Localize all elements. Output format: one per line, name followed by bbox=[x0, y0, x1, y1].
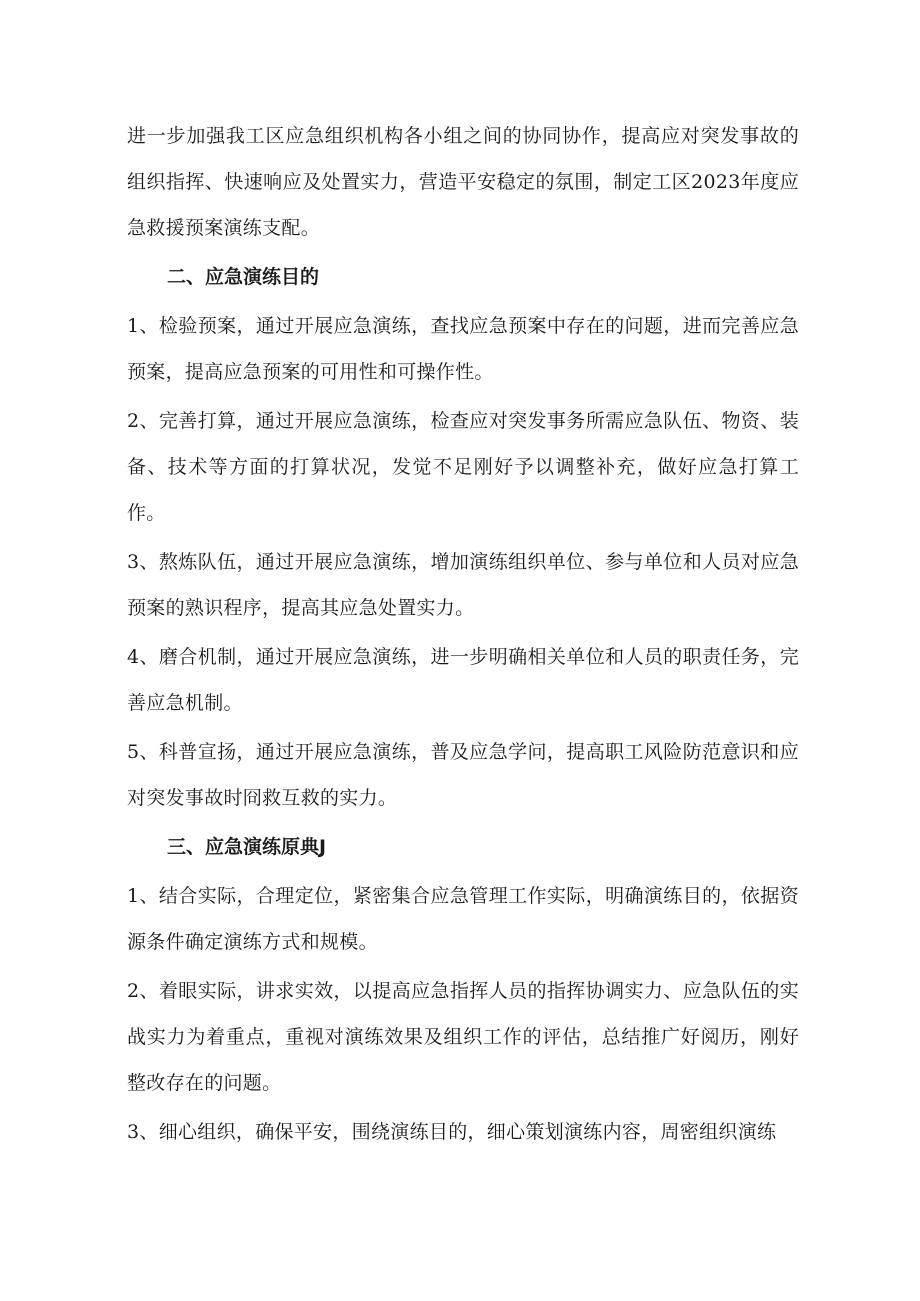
intro-paragraph: 进一步加强我工区应急组织机构各小组之间的协同协作，提高应对突发事故的组织指挥、快速响应及处置实力，营造平安稳定的氛围，制定工区2023年度应急救援预案演练支配。 bbox=[127, 125, 799, 239]
section-heading-purpose: 二、应急演练目的 bbox=[167, 266, 320, 288]
document-body bbox=[127, 113, 799, 1155]
section-principles bbox=[127, 824, 799, 1155]
purpose-item-1: 1、检验预案，通过开展应急演练，查找应急预案中存在的问题，进而完善应急预案，提高应急预案的可用性和可操作性。 bbox=[127, 315, 799, 383]
section-purpose bbox=[127, 254, 799, 821]
purpose-item-4: 4、磨合机制，通过开展应急演练，进一步明确相关单位和人员的职责任务，完善应急机制。 bbox=[127, 646, 799, 714]
principle-item-1: 1、结合实际，合理定位，紧密集合应急管理工作实际，明确演练目的，依据资源条件确定演练方式和规模。 bbox=[127, 885, 799, 953]
purpose-item-2: 2、完善打算，通过开展应急演练，检查应对突发事务所需应急队伍、物资、装备、技术等方面的打算状况，发觉不足刚好予以调整补充，做好应急打算工作。 bbox=[127, 410, 799, 524]
principle-item-2: 2、着眼实际，讲求实效，以提高应急指挥人员的指挥协调实力、应急队伍的实战实力为着重点，重视对演练效果及组织工作的评估，总结推广好阅历，刚好整改存在的问题。 bbox=[127, 980, 799, 1094]
section-heading-principles: 三、应急演练原典J bbox=[167, 836, 327, 858]
purpose-item-5: 5、科普宣扬，通过开展应急演练，普及应急学问，提高职工风险防范意识和应对突发事故时冏救互救的实力。 bbox=[127, 741, 799, 809]
principle-item-3: 3、细心组织，确保平安，围绕演练目的，细心策划演练内容，周密组织演练 bbox=[127, 1121, 777, 1143]
purpose-item-3: 3、熬炼队伍，通过开展应急演练，增加演练组织单位、参与单位和人员对应急预案的熟识程序，提高其应急处置实力。 bbox=[127, 551, 799, 619]
